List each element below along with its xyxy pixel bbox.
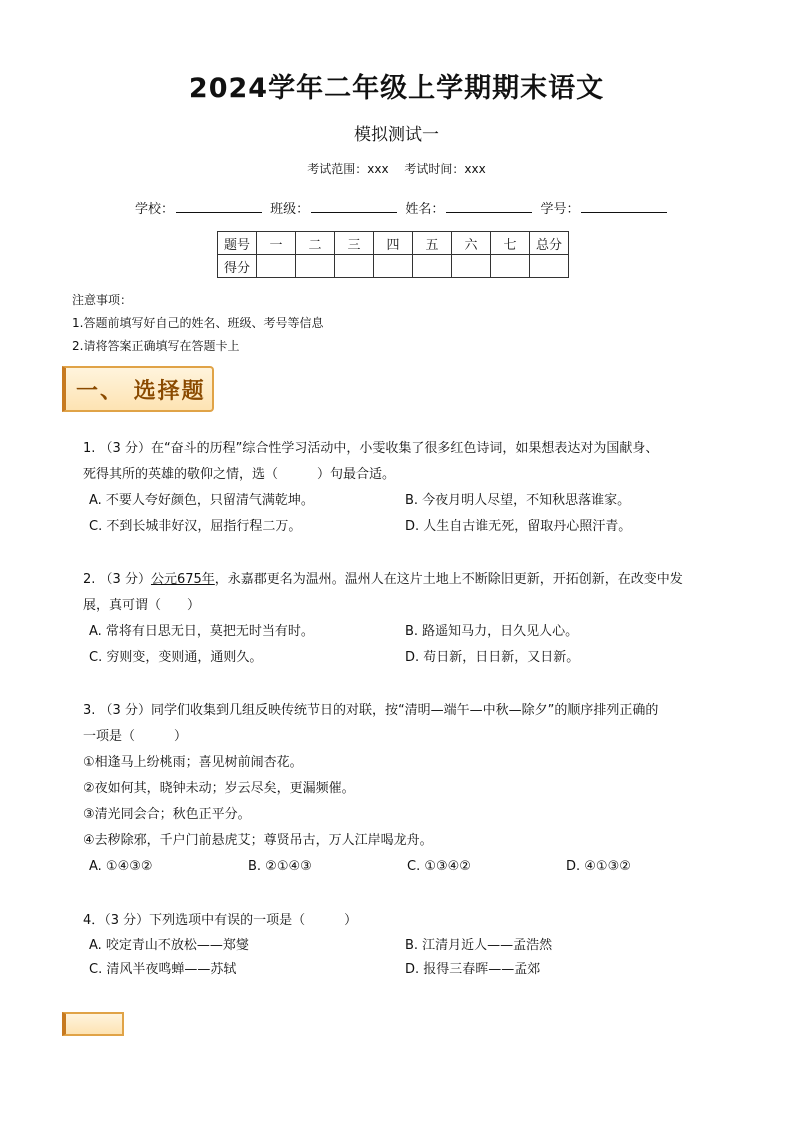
question-options	[83, 619, 723, 671]
page-subtitle: 模拟测试一	[354, 125, 439, 145]
question-number: 2. （3 分）	[83, 572, 151, 587]
couplet-line: ②夜如何其，晓钟未动；岁云尽矣，更漏频催。	[83, 781, 355, 796]
notes	[72, 289, 323, 358]
question-options	[83, 934, 723, 982]
option-b[interactable]: B. 路遥知马力，日久见人心。	[405, 624, 579, 639]
student-info-row	[135, 198, 671, 217]
question-stem-text: ，永嘉郡更名为温州。温州人在这片土地上不断除旧更新，开拓创新，在改变中发	[214, 572, 683, 587]
question-2	[83, 567, 723, 671]
option-c[interactable]: C. 不到长城非好汉，屈指行程二万。	[89, 519, 302, 534]
option-b[interactable]: B. ②①④③	[248, 859, 312, 874]
question-stem	[83, 567, 723, 593]
notes-heading: 注意事项：	[72, 293, 133, 307]
next-section-banner	[62, 1012, 124, 1036]
underlined-phrase: 公元675年	[150, 572, 215, 587]
score-table-header-row	[218, 232, 569, 255]
notes-item: 2.请将答案正确填写在答题卡上	[72, 339, 240, 353]
option-a[interactable]: A. 常将有日思无日，莫把无时当有时。	[89, 624, 314, 639]
score-cell[interactable]	[335, 255, 374, 278]
score-table-score-row	[218, 255, 569, 278]
question-options	[83, 854, 723, 880]
score-header-cell: 总分	[530, 232, 569, 255]
score-header-cell: 四	[374, 232, 413, 255]
score-cell[interactable]	[374, 255, 413, 278]
score-header-cell: 二	[296, 232, 335, 255]
score-cell[interactable]	[452, 255, 491, 278]
option-a[interactable]: A. 不要人夸好颜色，只留清气满乾坤。	[89, 493, 314, 508]
name-blank[interactable]	[446, 200, 532, 213]
number-blank[interactable]	[581, 200, 667, 213]
question-stem: 4．（3 分）下列选项中有误的一项是（ ）	[83, 913, 358, 928]
question-3	[83, 698, 723, 880]
question-stem: 死得其所的英雄的敬仰之情，选（ ）句最合适。	[83, 467, 396, 482]
score-header-cell: 六	[452, 232, 491, 255]
option-b[interactable]: B. 今夜月明人尽望，不知秋思落谁家。	[405, 493, 631, 508]
score-table	[217, 231, 569, 278]
option-d[interactable]: D. 苟日新，日日新，又日新。	[405, 650, 580, 665]
option-c[interactable]: C. ①③④②	[407, 859, 471, 874]
section-header-label: 一、 选择题	[76, 379, 206, 404]
score-header-cell: 七	[491, 232, 530, 255]
question-1	[83, 436, 723, 540]
question-stem: 3. （3 分）同学们收集到几组反映传统节日的对联，按“清明—端午—中秋—除夕”的顺序排列正确的	[83, 703, 659, 718]
class-label: 班级：	[270, 202, 310, 217]
score-header-cell: 五	[413, 232, 452, 255]
score-header-cell: 三	[335, 232, 374, 255]
option-a[interactable]: A. 咬定青山不放松——郑燮	[89, 938, 249, 953]
school-blank[interactable]	[176, 200, 262, 213]
question-4	[83, 908, 723, 982]
question-options	[83, 488, 723, 540]
option-c[interactable]: C. 清风半夜鸣蝉——苏轼	[89, 962, 237, 977]
score-header-cell: 一	[257, 232, 296, 255]
option-b[interactable]: B. 江清月近人——孟浩然	[405, 938, 553, 953]
score-cell[interactable]	[530, 255, 569, 278]
score-cell[interactable]	[257, 255, 296, 278]
score-row-label: 得分	[218, 255, 257, 278]
score-header-cell: 题号	[218, 232, 257, 255]
exam-range: 考试范围：xxx	[307, 162, 389, 176]
school-label: 学校：	[135, 202, 175, 217]
notes-item: 1.答题前填写好自己的姓名、班级、考号等信息	[72, 316, 324, 330]
section-header	[62, 366, 214, 412]
score-cell[interactable]	[491, 255, 530, 278]
option-d[interactable]: D. 人生自古谁无死，留取丹心照汗青。	[405, 519, 632, 534]
option-a[interactable]: A. ①④③②	[89, 859, 153, 874]
score-cell[interactable]	[296, 255, 335, 278]
score-cell[interactable]	[413, 255, 452, 278]
question-stem: 1. （3 分）在“奋斗的历程”综合性学习活动中，小雯收集了很多红色诗词，如果想表达对为国献身、	[83, 441, 659, 456]
class-blank[interactable]	[311, 200, 397, 213]
number-label: 学号：	[540, 202, 580, 217]
couplet-line: ①相逢马上纷桃雨；喜见树前闹杏花。	[83, 755, 303, 770]
name-label: 姓名：	[405, 202, 445, 217]
page-title: 2024学年二年级上学期期末语文	[188, 73, 605, 104]
exam-time: 考试时间：xxx	[404, 162, 486, 176]
option-d[interactable]: D. ④①③②	[566, 859, 631, 874]
couplet-line: ③清光同会合；秋色正平分。	[83, 807, 251, 822]
question-stem: 展，真可谓（ ）	[83, 598, 201, 613]
exam-meta	[0, 160, 793, 177]
couplet-line: ④去秽除邪，千户门前悬虎艾；尊贤吊古，万人江岸喝龙舟。	[83, 833, 433, 848]
option-d[interactable]: D. 报得三春晖——孟郊	[405, 962, 541, 977]
option-c[interactable]: C. 穷则变，变则通，通则久。	[89, 650, 263, 665]
question-stem: 一项是（ ）	[83, 729, 188, 744]
